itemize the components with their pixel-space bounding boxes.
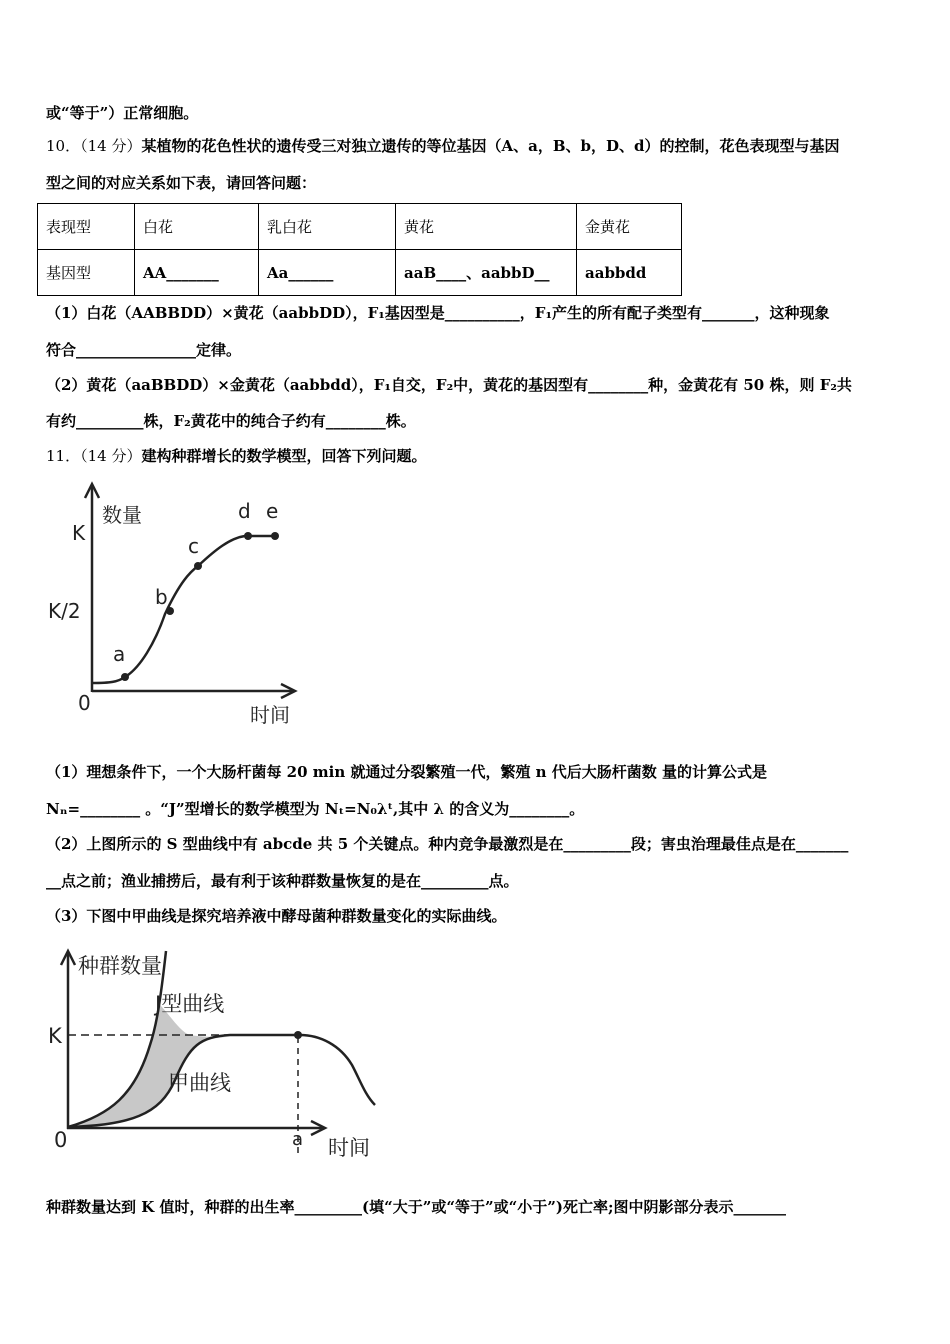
graph2-origin: 0 <box>54 1128 68 1152</box>
question-10-part1-line2: 符合________________定律。 <box>46 341 242 359</box>
graph2-xlabel: 时间 <box>328 1136 370 1160</box>
question-10-part1-line1: （1）白花（AABBDD）×黄花（aabbDD），F₁基因型是__________，F₁产生的所有配子类型有_______，这种现象 <box>46 304 830 322</box>
table-row <box>38 204 682 250</box>
table-header-cell: 白花 <box>135 204 259 250</box>
table-header-cell: 金黄花 <box>577 204 682 250</box>
question-11-part3-line1: （3）下图中甲曲线是探究培养液中酵母菌种群数量变化的实际曲线。 <box>46 907 507 925</box>
graph1-point-e: e <box>266 499 279 523</box>
table-header-cell: 表现型 <box>38 204 135 250</box>
table-cell: aabbdd <box>577 250 682 296</box>
question-11-part2-line2: __点之前；渔业捕捞后，最有利于该种群数量恢复的是在_________点。 <box>46 872 519 890</box>
question-10-stem <box>46 136 839 156</box>
graph1-k-label: K <box>72 521 86 545</box>
question-11-text: 建构种群增长的数学模型，回答下列问题。 <box>141 447 427 465</box>
question-11-part1-line1: （1）理想条件下，一个大肠杆菌每 20 min 就通过分裂繁殖一代，繁殖 n 代后大肠杆菌数 量的计算公式是 <box>46 763 768 781</box>
question-10-part2-line1: （2）黄花（aaBBDD）×金黄花（aabbdd），F₁自交，F₂中，黄花的基因型有________种，金黄花有 50 株，则 F₂共 <box>46 376 852 394</box>
graph2-j-label: J型曲线 <box>155 992 225 1016</box>
graph1-point-d: d <box>238 499 251 523</box>
question-11-part3-line2: 种群数量达到 K 值时，种群的出生率_________(填“大于”或“等于”或“小于”)死亡率;图中阴影部分表示_______ <box>46 1198 786 1216</box>
graph1-k2-label: K/2 <box>48 599 81 623</box>
table-cell: 基因型 <box>38 250 135 296</box>
graph1-point-b: b <box>155 585 168 609</box>
graph2-k-label: K <box>48 1024 62 1048</box>
question-11-number: 11．（14 分） <box>46 447 142 465</box>
genotype-table <box>37 203 682 296</box>
graph2-ylabel: 种群数量 <box>78 954 162 978</box>
question-11-part1-line2: Nₙ=________ 。“J”型增长的数学模型为 Nₜ=N₀λᵗ,其中 λ 的含义为________。 <box>46 800 585 818</box>
question-11-stem <box>46 446 426 466</box>
j-curve-graph <box>40 945 390 1167</box>
s-curve-graph <box>40 478 310 728</box>
graph1-point-a: a <box>113 642 126 666</box>
table-row <box>38 250 682 296</box>
graph1-origin: 0 <box>78 691 91 715</box>
table-header-cell: 乳白花 <box>259 204 396 250</box>
text-line-0: 或“等于”）正常细胞。 <box>46 104 199 122</box>
graph1-xlabel: 时间 <box>250 703 290 727</box>
table-cell: aaB____、aabbD__ <box>396 250 577 296</box>
graph2-jia-label: 甲曲线 <box>168 1071 231 1095</box>
question-10-stem-cont: 型之间的对应关系如下表，请回答问题： <box>46 174 317 192</box>
question-10-text: 某植物的花色性状的遗传受三对独立遗传的等位基因（A、a，B、b，D、d）的控制，花色表现型与基因 <box>141 137 840 155</box>
question-10-number: 10．（14 分） <box>46 137 142 155</box>
graph2-a-label: a <box>292 1129 304 1150</box>
table-cell: AA_______ <box>135 250 259 296</box>
graph1-ylabel: 数量 <box>102 503 142 527</box>
table-cell: Aa______ <box>259 250 396 296</box>
question-11-part2-line1: （2）上图所示的 S 型曲线中有 abcde 共 5 个关键点。种内竞争最激烈是在_________段；害虫治理最佳点是在_______ <box>46 835 849 853</box>
question-10-part2-line2: 有约_________株，F₂黄花中的纯合子约有________株。 <box>46 412 416 430</box>
graph1-point-c: c <box>188 534 199 558</box>
table-header-cell: 黄花 <box>396 204 577 250</box>
